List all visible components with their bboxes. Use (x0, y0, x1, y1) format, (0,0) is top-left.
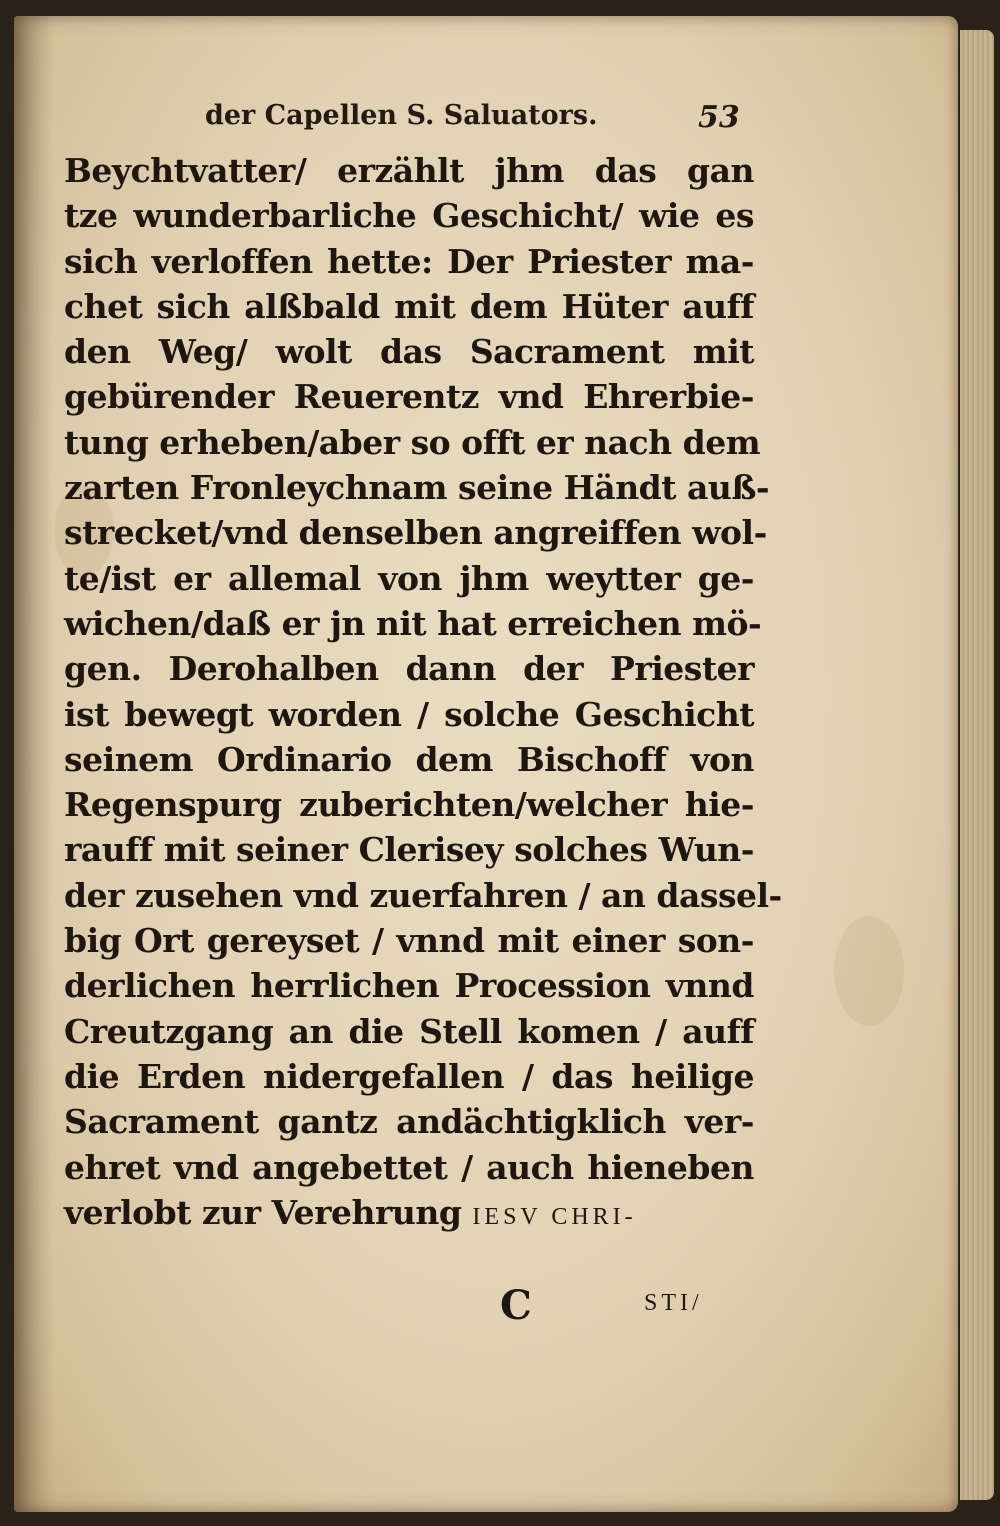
text-line: sich verloffen hette: Der Priester ma- (64, 241, 754, 281)
text-line: Regenspurg zuberichten/welcher hie- (64, 785, 754, 825)
text-line: big Ort gereyset / vnnd mit einer son- (64, 921, 754, 961)
text-line: Sacrament gantz andächtigklich ver- (64, 1102, 754, 1142)
text-line: derlichen herrlichen Procession vnnd (64, 966, 754, 1006)
text-line: ist bewegt worden / solche Geschicht (64, 694, 754, 734)
gutter-shadow (14, 16, 54, 1512)
text-line: zarten Fronleychnam seine Händt auß- (64, 468, 770, 508)
final-text-line (64, 1190, 754, 1235)
final-line-antiqua: IESV CHRI- (472, 1203, 637, 1230)
text-line: tung erheben/aber so offt er nach dem (64, 422, 761, 462)
final-line-fraktur: verlobt zur Verehrung (64, 1192, 462, 1232)
text-line: strecket/vnd denselben angreiffen wol- (64, 513, 767, 553)
text-line: gebürender Reuerentz vnd Ehrerbie- (64, 377, 754, 417)
text-line: gen. Derohalben dann der Priester (64, 649, 754, 689)
text-line: Creutzgang an die Stell komen / auff (64, 1011, 754, 1051)
text-line: wichen/daß er jn nit hat erreichen mö- (64, 603, 762, 643)
text-line: Beychtvatter/ erzählt jhm das gan (64, 151, 754, 190)
text-line: seinem Ordinario dem Bischoff von (64, 739, 754, 779)
footer-row (64, 1282, 754, 1332)
body-text (64, 148, 782, 1235)
text-line: ehret vnd angebettet / auch hieneben (64, 1147, 754, 1187)
page-edges (960, 30, 994, 1500)
running-head: der Capellen S. Saluators. (205, 100, 598, 131)
text-line: der zusehen vnd zuerfahren / an dassel- (64, 875, 782, 915)
text-line: die Erden nidergefallen / das heilige (64, 1056, 754, 1096)
page-number: 53 (698, 100, 740, 135)
catchword: STI/ (644, 1290, 703, 1316)
text-line: chet sich alßbald mit dem Hüter auff (64, 286, 754, 326)
text-line: den Weg/ wolt das Sacrament mit (64, 332, 754, 372)
signature-mark: C (500, 1282, 532, 1329)
paper-stain (834, 916, 904, 1026)
text-line: tze wunderbarliche Geschicht/ wie es (64, 196, 754, 236)
text-line: rauff mit seiner Clerisey solches Wun- (64, 830, 754, 870)
text-line: te/ist er allemal von jhm weytter ge- (64, 558, 754, 598)
